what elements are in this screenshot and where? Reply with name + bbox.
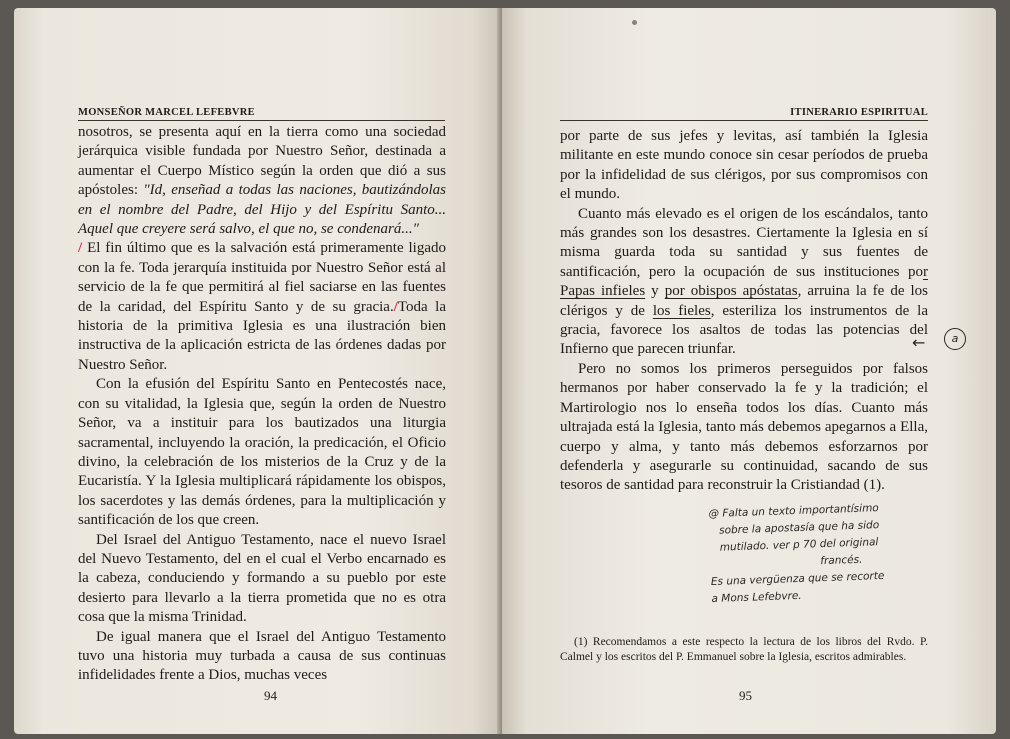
running-head-right: ITINERARIO ESPIRITUAL	[560, 107, 928, 121]
right-paragraph-3: Pero no somos los primeros perseguidos por falsos hermanos por haber conservado la fe y la tradición; el Martirologio nos lo enseña todos los días. Cuanto más ultrajada está la Iglesia, tanto más debemos apegarnos a Ella, cuerpo y alma, y tanto más debemos esforzarnos por defenderla y asegurarle su continuidad, sacando de sus tesoros de santidad para reconstruir la Cristiandad (1).	[560, 360, 928, 494]
margin-arrow-icon: ←	[912, 333, 926, 352]
underlined-papas-infieles: r Papas infieles	[560, 263, 928, 300]
left-p1-text: nosotros, se presenta aquí en la tierra como una sociedad jerárquica visible fundada por Nuestro Señor, destinada a aumentar el Cuerpo Místico según la orden que dió a sus apóstoles:	[78, 124, 446, 199]
left-paragraph-3: Con la efusión del Espíritu Santo en Pentecostés nace, con su vitalidad, la Iglesia que, según la orden de Nuestro Señor, va a instituir para los bautizados una liturgia sacramental, incluyendo la oración, la predicación, el Oficio divino, la celebración de los misterios de la Cruz y de la Eucaristía. Y la Iglesia multiplicará rápidamente los obispos, los sacerdotes y las demás órdenes, para la multiplicación y santificación de los que creen.	[78, 376, 446, 529]
left-page-text	[78, 123, 446, 686]
handwritten-note	[708, 498, 941, 608]
left-paragraph-2	[78, 239, 446, 375]
right-page	[502, 8, 996, 734]
page-number-right: 95	[739, 688, 752, 703]
left-paragraph-4: Del Israel del Antiguo Testamento, nace el nuevo Israel del Nuevo Testamento, del en el cual el Verbo encarnado es la cabeza, conduciendo y formando a su pueblo por este desierto para llevarlo a la tierra prometida que no es otra cosa que la misma Trinidad.	[78, 531, 446, 626]
left-p1-quote: "Id, enseñad a todas las naciones, bautizándolas en el nombre del Padre, del Hijo y del Espíritu Santo... Aquel que creyere será salvo, el que no, se condenará..."	[78, 182, 446, 238]
footnote	[560, 635, 928, 665]
right-p2-d: , esteriliza los instrumentos de la gracia, favorece los asaltos de todas las potencias del Infierno que parecen triunfar.	[560, 302, 928, 358]
footnote-text: (1) Recomendamos a este respecto la lectura de los libros del Rvdo. P. Calmel y los escritos del P. Emmanuel sobre la Iglesia, escritos admirables.	[560, 636, 928, 663]
underlined-los-fieles: los fieles	[652, 302, 711, 319]
handnote-line: Es una vergüenza que se recorte	[710, 569, 885, 588]
right-paragraph-2	[560, 205, 928, 360]
left-p2-part2: Toda la historia de la primitiva Iglesia es una ilustración bien instructiva de la aplicación estricta de las órdenes dadas por Nuestro Señor.	[78, 298, 446, 373]
handnote-line: @ Falta un texto importantísimo	[708, 502, 879, 521]
right-p2-c: , arruina la fe de los clérigos y de	[560, 283, 928, 319]
left-paragraph-5: De igual manera que el Israel del Antiguo Testamento tuvo una historia muy turbada a causa de sus continuas infidelidades frente a Dios, muchas veces	[78, 628, 446, 684]
handnote-line: francés.	[820, 553, 863, 568]
left-page	[14, 8, 502, 734]
page-number-left: 94	[264, 688, 277, 703]
right-p2-a: Cuanto más elevado es el origen de los escándalos, tanto más grandes son los desastres. Ciertamente la Iglesia en sí misma guarda toda su santidad y sus fuentes de santificación, pero la ocupación de sus instituciones po	[560, 205, 928, 280]
right-paragraph-1: por parte de sus jefes y levitas, así también la Iglesia militante en este mundo conoce sin cesar períodos de prueba por la infidelidad de sus clérigos, por sus compromisos con el mundo.	[560, 128, 928, 203]
margin-circled-mark: a	[944, 328, 966, 350]
red-slash-mark-1: /	[78, 240, 83, 257]
handnote-line: mutilado. ver p 70 del original	[719, 536, 879, 554]
running-head-left: MONSEÑOR MARCEL LEFEBVRE	[78, 107, 445, 121]
page-dot	[632, 20, 637, 25]
red-slash-mark-2: /	[393, 298, 398, 315]
right-page-text	[560, 127, 928, 496]
handnote-line: a Mons Lefebvre.	[711, 589, 802, 605]
right-p2-b: y	[645, 283, 665, 300]
handnote-line: sobre la apostasía que ha sido	[718, 519, 880, 537]
left-p2-part1: El fin último que es la salvación está primeramente ligado con la fe. Toda jerarquía instituida por Nuestro Señor está al servicio de la fe que permitirá al fiel saciarse en las fuentes de la caridad, del Espíritu Santo y de su gracia.	[78, 240, 446, 315]
left-paragraph-1	[78, 123, 446, 239]
underlined-obispos-apostatas: por obispos apóstatas	[664, 283, 798, 300]
